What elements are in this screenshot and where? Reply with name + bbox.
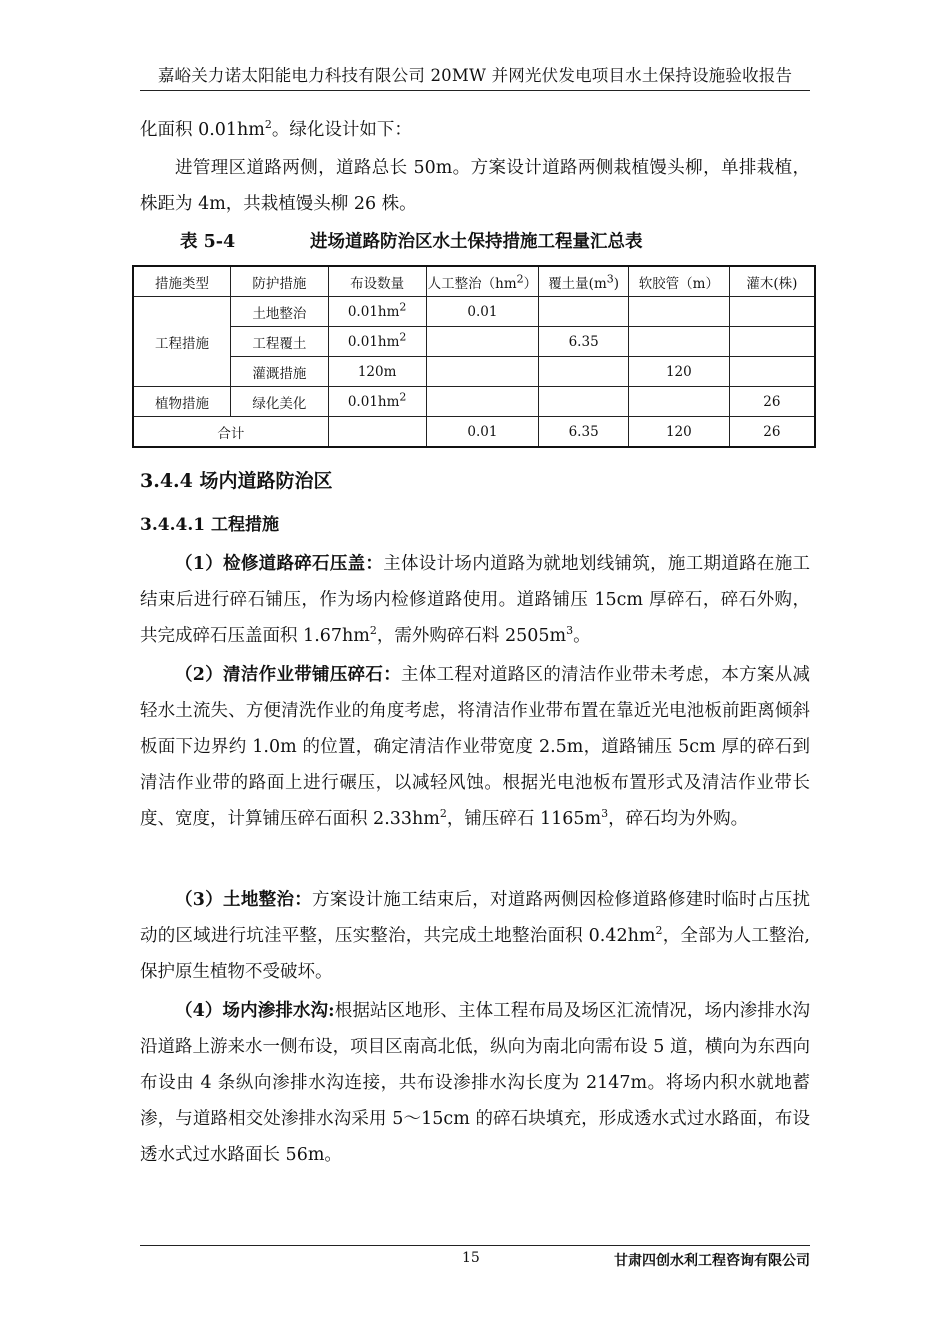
- table-row: [133, 297, 815, 327]
- cell-quantity: [328, 387, 426, 417]
- paragraph-text: ，碎石均为外购。: [608, 809, 749, 829]
- table-header-row: [133, 266, 815, 297]
- total-label: 合计: [133, 417, 328, 448]
- paragraph-text: ，铺压碎石 1165m: [446, 809, 602, 829]
- paragraph-text: 根据站区地形、主体工程布局及场区汇流情况，场内渗排水沟沿道路上游来水一侧布设，项目区南高北低，纵向为南北向需布设 5 道，横向为东西向布设由 4 条纵向渗排水沟连接，共布设渗排水沟长度为 2147m。将场内积水就地蓄渗，与道路相交处渗排水沟采用 5～15cm 的碎石块填充，形成透水式过水路面，布设透水式过水路面长 56m。: [140, 1001, 811, 1165]
- cell-soil: [539, 357, 629, 387]
- header-cell-hose: 软胶管（m）: [628, 266, 729, 297]
- cell-shrub: 26: [729, 387, 815, 417]
- cell-quantity-text: 0.01hm: [347, 393, 400, 410]
- cell-quantity-sup: 2: [399, 300, 407, 313]
- paragraph-sup: 2: [655, 924, 663, 938]
- total-quantity: [328, 417, 426, 448]
- cell-quantity-text: 0.01hm: [347, 333, 400, 350]
- intro-line-sup: 2: [264, 118, 272, 132]
- paragraph-sup: 2: [439, 807, 447, 821]
- paragraph-text: 。: [573, 626, 591, 646]
- cell-leveling: [426, 357, 539, 387]
- cell-hose: 120: [628, 357, 729, 387]
- cell-quantity-sup: 2: [399, 390, 407, 403]
- group-engineering: 工程措施: [133, 297, 231, 387]
- cell-leveling: [426, 327, 539, 357]
- table-row: [133, 387, 815, 417]
- table-row: [133, 327, 815, 357]
- cell-quantity-sup: 2: [399, 330, 407, 343]
- intro-line-suffix: 。绿化设计如下：: [271, 120, 412, 140]
- cell-soil: 6.35: [539, 327, 629, 357]
- cell-measure: 绿化美化: [231, 387, 329, 417]
- page-number: 15: [462, 1250, 480, 1266]
- cell-quantity: [328, 327, 426, 357]
- cell-measure: 工程覆土: [231, 327, 329, 357]
- total-hose: 120: [628, 417, 729, 448]
- table-row: [133, 357, 815, 387]
- table-title: 进场道路防治区水土保持措施工程量汇总表: [310, 232, 643, 252]
- cell-measure: 灌溉措施: [231, 357, 329, 387]
- header-rule: [140, 90, 810, 91]
- paragraph-lead: （2）清洁作业带铺压碎石：: [175, 665, 402, 685]
- total-soil: 6.35: [539, 417, 629, 448]
- intro-line: [140, 112, 810, 148]
- header-soil-sup: 3: [606, 272, 614, 285]
- total-shrub: 26: [729, 417, 815, 448]
- header-cell-quantity: 布设数量: [328, 266, 426, 297]
- footer-rule: [140, 1245, 810, 1246]
- cell-shrub: [729, 327, 815, 357]
- header-soil-text: 覆土量(m: [548, 275, 607, 292]
- table-caption: [180, 228, 780, 253]
- cell-quantity: [328, 357, 426, 387]
- cell-quantity-text: 0.01hm: [347, 303, 400, 320]
- intro-line-text: 化面积 0.01hm: [140, 120, 265, 140]
- cell-shrub: [729, 357, 815, 387]
- header-soil-suffix: ): [613, 275, 620, 292]
- paragraph-cleaning-belt: [140, 657, 810, 837]
- paragraph-sup: 3: [601, 807, 609, 821]
- cell-leveling: [426, 387, 539, 417]
- subsection-heading: 3.4.4.1 工程措施: [140, 515, 279, 535]
- paragraph-land-leveling: [140, 882, 810, 990]
- paragraph-text: 主体设计场内道路为就地划线铺筑，施工期道路在施工结束后进行碎石铺压，作为场内检修道路使用。道路铺压 15cm 厚碎石，碎石外购，共完成碎石压盖面积 1.67hm: [140, 554, 810, 646]
- table-number: 表 5-4: [180, 232, 236, 252]
- cell-quantity-text: 120m: [357, 363, 397, 380]
- header-cell-soil: [539, 266, 629, 297]
- paragraph-sup: 2: [369, 624, 377, 638]
- cell-quantity: [328, 297, 426, 327]
- header-leveling-suffix: ）: [523, 275, 538, 292]
- company-name: 甘肃四创水利工程咨询有限公司: [614, 1253, 810, 1269]
- header-leveling-text: 人工整治（hm: [427, 275, 517, 292]
- measures-table: [132, 265, 816, 448]
- paragraph-text: 方案设计施工结束后，对道路两侧因检修道路修建时临时占压扰动的区域进行坑洼平整，压实整治，共完成土地整治面积 0.42hm: [140, 890, 811, 946]
- header-cell-leveling: [426, 266, 539, 297]
- header-leveling-sup: 2: [516, 272, 524, 285]
- cell-hose: [628, 387, 729, 417]
- paragraph-lead: （3）土地整治：: [175, 890, 313, 910]
- paragraph-lead: （4）场内渗排水沟:: [175, 1001, 335, 1021]
- cell-leveling: 0.01: [426, 297, 539, 327]
- cell-shrub: [729, 297, 815, 327]
- header-cell-type: 措施类型: [133, 266, 231, 297]
- paragraph-lead: （1）检修道路碎石压盖：: [175, 554, 384, 574]
- paragraph-text: 主体工程对道路区的清洁作业带未考虑，本方案从减轻水土流失、方便清洗作业的角度考虑，将清洁作业带布置在靠近光电池板前距离倾斜板面下边界约 1.0m 的位置，确定清洁作业带宽度 2.5m，道路铺压 5cm 厚的碎石到清洁作业带的路面上进行碾压，以减轻风蚀。根据光电池板布置形式及清洁作业带长度、宽度，计算铺压碎石面积 2.33hm: [140, 665, 810, 829]
- paragraph-road-gravel: [140, 546, 810, 654]
- table-total-row: [133, 417, 815, 448]
- paragraph-drainage: [140, 993, 810, 1173]
- header-cell-measure: 防护措施: [231, 266, 329, 297]
- cell-hose: [628, 297, 729, 327]
- greening-paragraph: 进管理区道路两侧，道路总长 50m。方案设计道路两侧栽植馒头柳，单排栽植，株距为 4m，共栽植馒头柳 26 株。: [140, 158, 810, 214]
- total-leveling: 0.01: [426, 417, 539, 448]
- running-header: 嘉峪关力诺太阳能电力科技有限公司 20MW 并网光伏发电项目水土保持设施验收报告: [157, 66, 793, 85]
- section-heading: 3.4.4 场内道路防治区: [140, 470, 333, 492]
- cell-measure: 土地整治: [231, 297, 329, 327]
- paragraph-text: ，需外购碎石料 2505m: [376, 626, 567, 646]
- cell-soil: [539, 297, 629, 327]
- cell-hose: [628, 327, 729, 357]
- cell-soil: [539, 387, 629, 417]
- group-plant: 植物措施: [133, 387, 231, 417]
- header-cell-shrub: 灌木(株): [729, 266, 815, 297]
- paragraph-sup: 3: [566, 624, 574, 638]
- paragraph-text: ，全部为人工整治,保护原生植物不受破坏。: [140, 926, 810, 982]
